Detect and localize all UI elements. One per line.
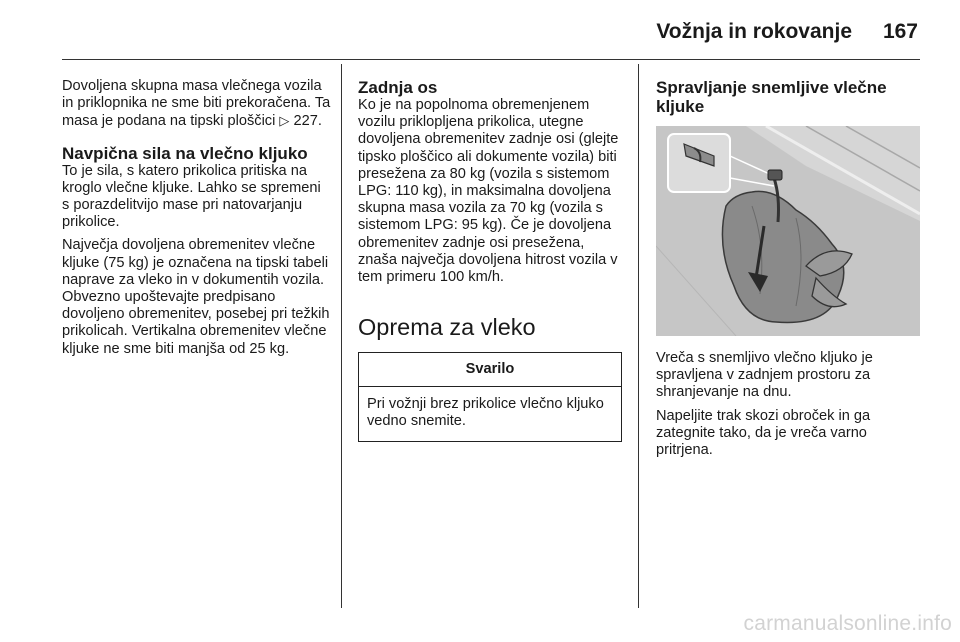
paragraph: Napeljite trak skozi obroček in ga zategnite tako, da je vreča varno pritrjena.: [656, 407, 871, 459]
column-1: [62, 78, 332, 358]
warning-box: [358, 352, 622, 441]
header-divider: [62, 59, 920, 60]
paragraph: Vreča s snemljivo vlečno kljuko je spravljena v zadnjem prostoru za shranjevanje na dnu.: [656, 350, 873, 401]
heading-rear-axle: Zadnja os: [358, 78, 438, 97]
column-3: [656, 78, 922, 459]
paragraph: [62, 78, 332, 131]
column-2: [358, 78, 624, 442]
column-divider: [638, 64, 639, 608]
watermark: carmanualsonline.info: [743, 612, 952, 635]
paragraph: Največja dovoljena obremenitev vlečne kljuke (75 kg) je označena na tipski tabeli naprave za vleko in v dokumentih vozila. Obvezno upoštevajte predpisano dovoljeno obremenitev, posebej pri težkih prikolicah. Vertikalna obremenitev vlečne kljuke ne sme biti manjša od 25 kg.: [62, 237, 330, 357]
page-header: [0, 0, 960, 64]
paragraph-text: Dovoljena skupna masa vlečnega vozila in priklopnika ne sme biti prekoračena. Ta masa je podana na tipski ploščici: [62, 78, 331, 130]
column-divider: [341, 64, 342, 608]
heading-storage: Spravljanje snemljive vlečne kljuke: [656, 78, 887, 116]
warning-title: Svarilo: [359, 353, 621, 387]
heading-towing-equipment: Oprema za vleko: [358, 314, 536, 341]
paragraph: Ko je na popolnoma obremenjenem vozilu priklopljena prikolica, utegne dovoljena obremenitev zadnje osi (glejte tipsko ploščico ali dokumente vozila) biti presežena za 80 kg (vozila s sistemom LPG: 110 kg), in maksimalna dovoljena skupna masa vozila za 70 kg (vozila s sistemom LPG: 95 kg). Če je dovoljena obremenitev zadnje osi presežena, znaša največja dovoljena hitrost vozila v tem primeru 100 km/h.: [358, 97, 619, 286]
arrow-reference-icon: ▷: [279, 113, 290, 129]
page-number: 167: [882, 20, 918, 43]
heading-vertical-load: Navpična sila na vlečno kljuko: [62, 143, 308, 163]
warning-text: Pri vožnji brez prikolice vlečno kljuko vedno snemite.: [367, 396, 604, 430]
paragraph: To je sila, s katero prikolica pritiska na kroglo vlečne kljuke. Lahko se spremeni s porazdelitvijo mase pri natovarjanju prikolice.: [62, 162, 321, 231]
towbar-bag-illustration-icon: [656, 126, 920, 336]
page-reference[interactable]: 227.: [293, 113, 322, 130]
section-title: Vožnja in rokovanje: [656, 20, 852, 43]
